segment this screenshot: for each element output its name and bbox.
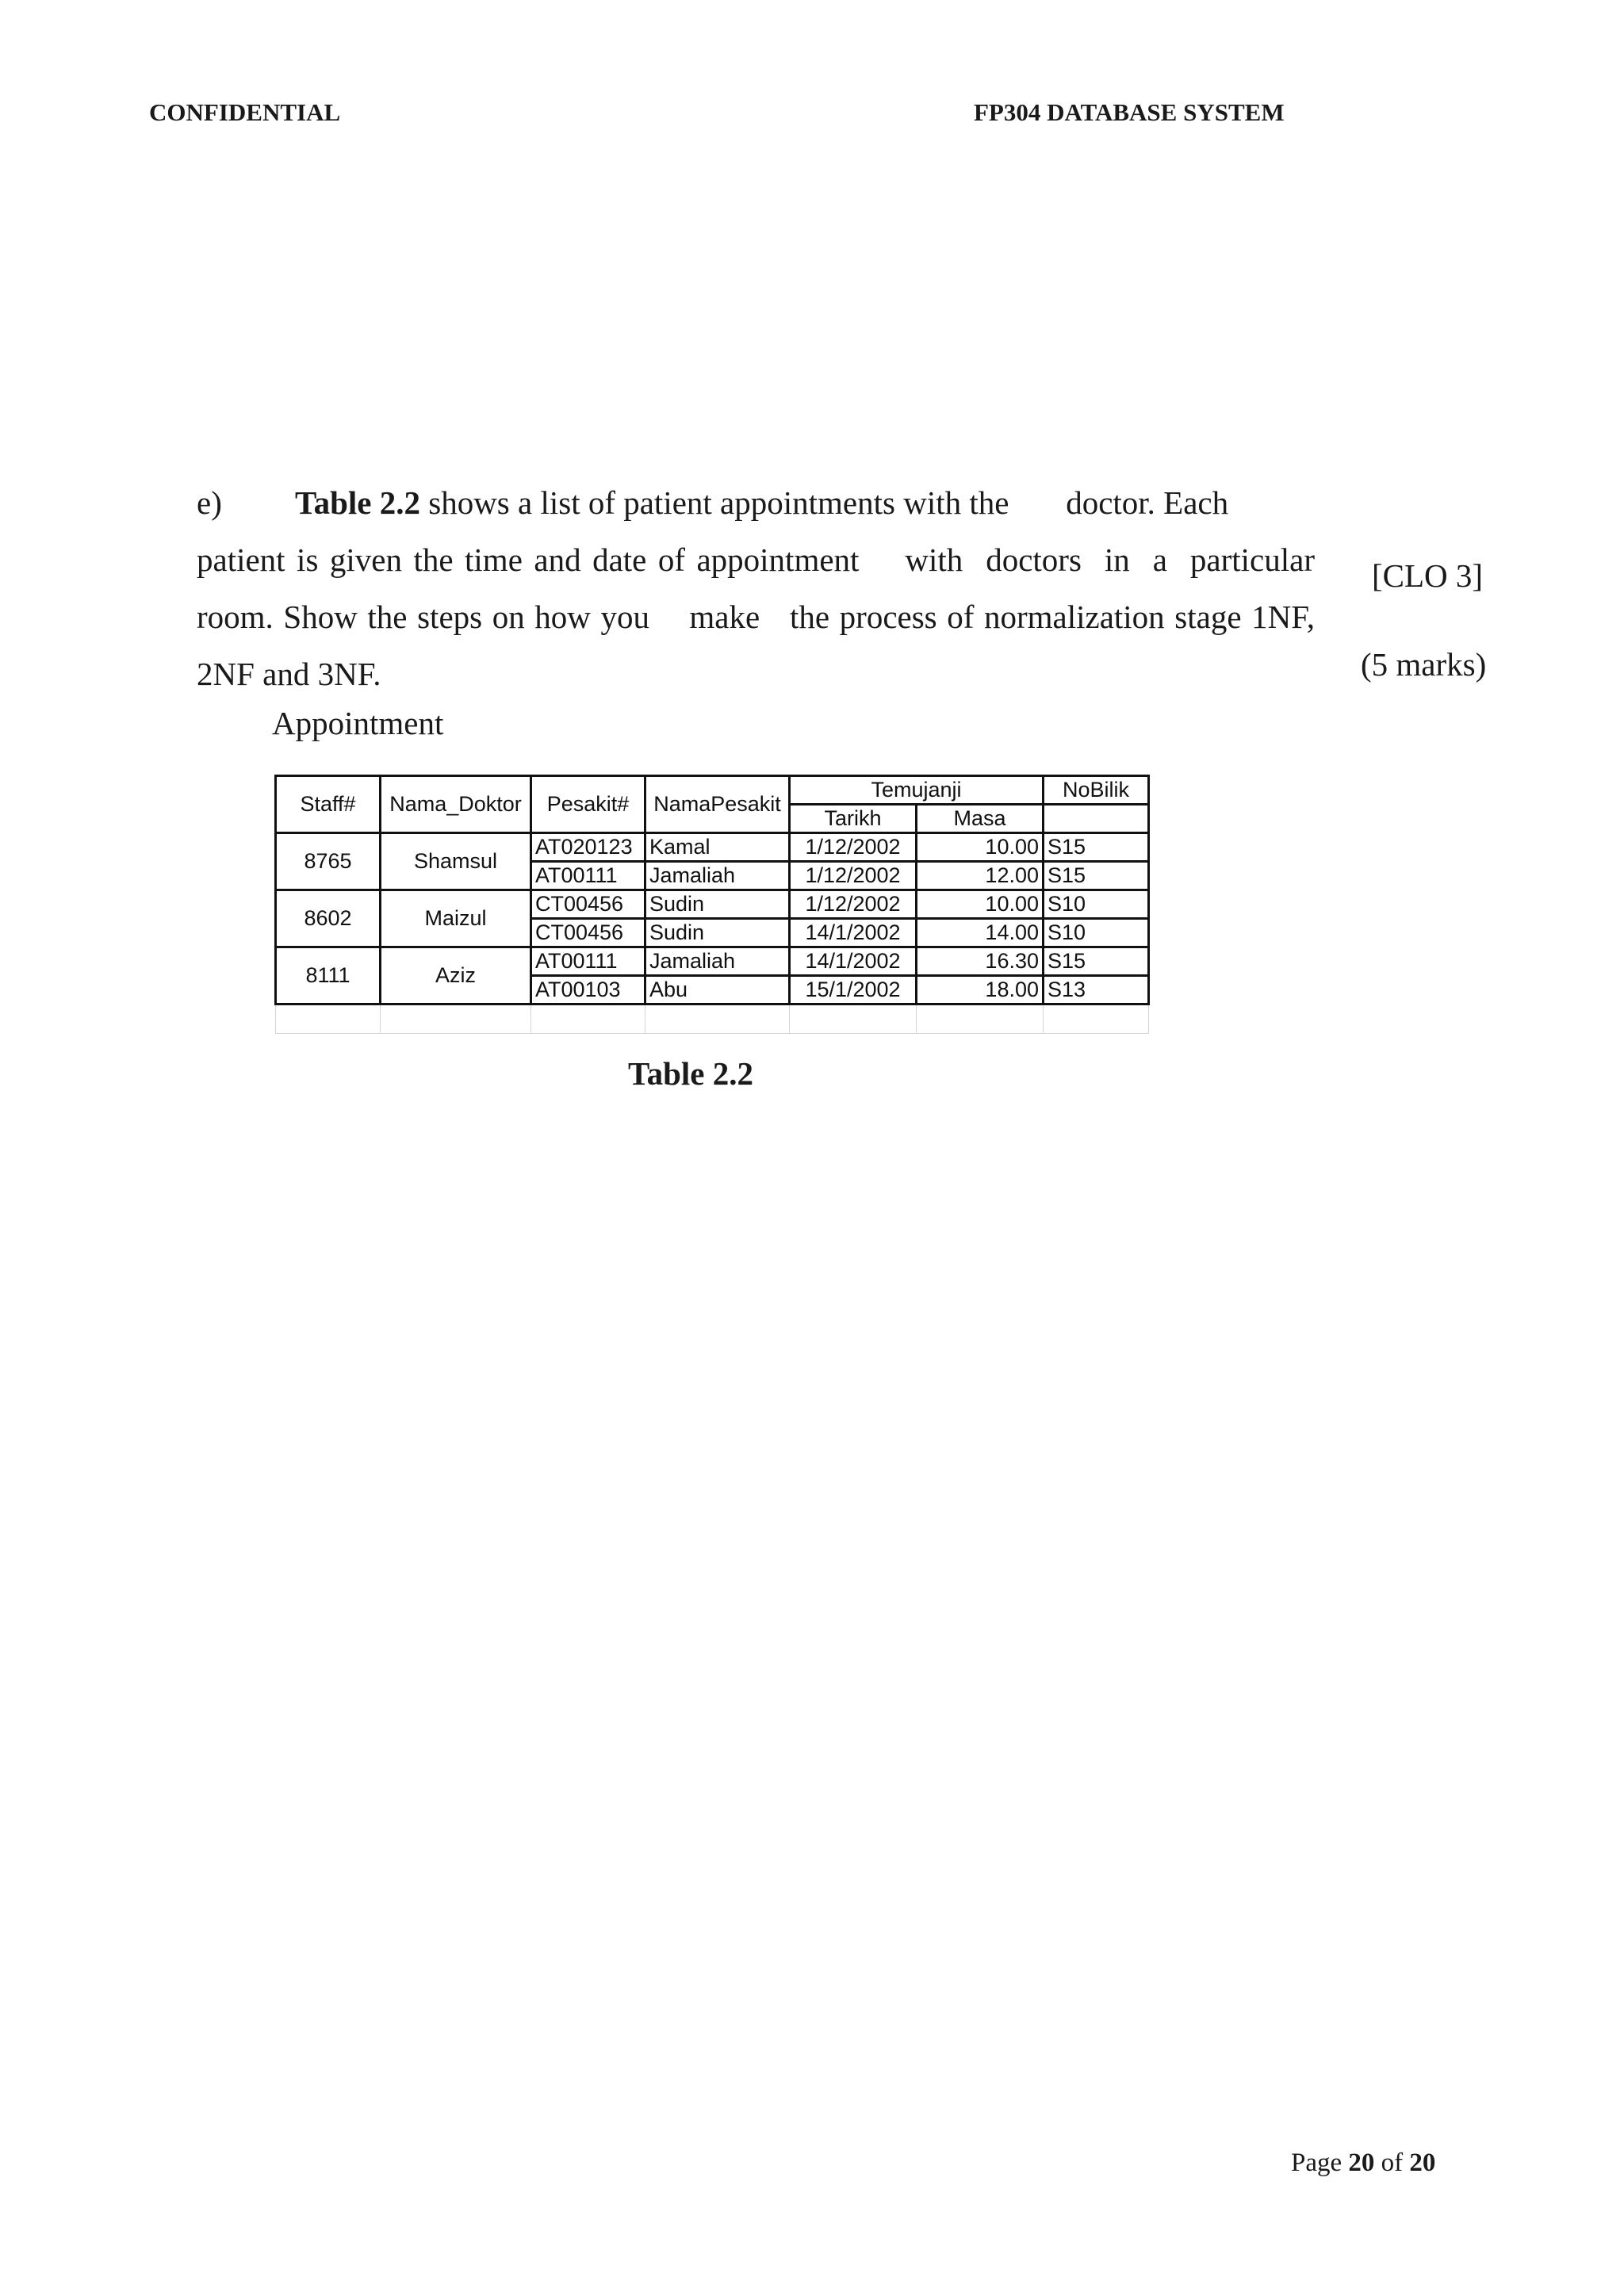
question-line-1-text: shows a list of patient appointments with the doctor. Each (419, 484, 1229, 521)
question-label: e) (197, 484, 222, 521)
header-confidential: CONFIDENTIAL (149, 98, 341, 126)
page-footer (1291, 2149, 1435, 2178)
patient-name-cell: Abu (645, 976, 790, 1004)
clo-tag: [CLO 3] (1372, 557, 1484, 594)
header-date: Tarikh (790, 805, 917, 833)
question-line-1 (295, 474, 1228, 531)
room-cell: S15 (1044, 862, 1149, 890)
current-page: 20 (1348, 2149, 1375, 2177)
header-staff: Staff# (276, 776, 381, 833)
time-cell: 12.00 (917, 862, 1044, 890)
patient-name-cell: Jamaliah (645, 947, 790, 976)
marks-label: (5 marks) (1361, 646, 1487, 683)
patient-name-cell: Sudin (645, 890, 790, 919)
empty-grid-row (276, 1004, 1149, 1034)
appointment-table (274, 775, 1150, 1034)
date-cell: 1/12/2002 (790, 890, 917, 919)
header-appointment-group: Temujanji (790, 776, 1044, 805)
header-time: Masa (917, 805, 1044, 833)
question-line-4: 2NF and 3NF. (197, 656, 381, 692)
time-cell: 16.30 (917, 947, 1044, 976)
time-cell: 10.00 (917, 890, 1044, 919)
time-cell: 10.00 (917, 833, 1044, 862)
header-doctor-name: Nama_Doktor (381, 776, 531, 833)
patient-name-cell: Sudin (645, 919, 790, 947)
date-cell: 14/1/2002 (790, 947, 917, 976)
table-row (276, 890, 1149, 919)
table-row (276, 947, 1149, 976)
header-course-title: FP304 DATABASE SYSTEM (974, 98, 1285, 126)
room-cell: S10 (1044, 919, 1149, 947)
total-pages: 20 (1409, 2149, 1436, 2177)
footer-prefix: Page (1291, 2149, 1349, 2177)
staff-cell: 8602 (276, 890, 381, 947)
room-cell: S15 (1044, 947, 1149, 976)
table-row (276, 833, 1149, 862)
time-cell: 14.00 (917, 919, 1044, 947)
doctor-name-cell: Aziz (381, 947, 531, 1004)
header-room: NoBilik (1044, 776, 1149, 805)
header-room-blank (1044, 805, 1149, 833)
header-patient-name: NamaPesakit (645, 776, 790, 833)
header-patient-id: Pesakit# (531, 776, 645, 833)
patient-name-cell: Jamaliah (645, 862, 790, 890)
date-cell: 14/1/2002 (790, 919, 917, 947)
doctor-name-cell: Shamsul (381, 833, 531, 890)
patient-id-cell: CT00456 (531, 890, 645, 919)
patient-id-cell: AT00111 (531, 862, 645, 890)
patient-id-cell: CT00456 (531, 919, 645, 947)
doctor-name-cell: Maizul (381, 890, 531, 947)
patient-id-cell: AT00103 (531, 976, 645, 1004)
table-reference: Table 2.2 (295, 484, 420, 521)
question-line-2: patient is given the time and date of appointment with doctors in a particular (197, 541, 1315, 578)
table-header-row (276, 776, 1149, 805)
room-cell: S10 (1044, 890, 1149, 919)
room-cell: S13 (1044, 976, 1149, 1004)
date-cell: 15/1/2002 (790, 976, 917, 1004)
staff-cell: 8111 (276, 947, 381, 1004)
time-cell: 18.00 (917, 976, 1044, 1004)
patient-id-cell: AT020123 (531, 833, 645, 862)
question-line-3: room. Show the steps on how you make the process of normalization stage 1NF, (197, 599, 1315, 635)
question-body (197, 531, 1315, 702)
patient-name-cell: Kamal (645, 833, 790, 862)
staff-cell: 8765 (276, 833, 381, 890)
date-cell: 1/12/2002 (790, 833, 917, 862)
room-cell: S15 (1044, 833, 1149, 862)
footer-mid: of (1374, 2149, 1410, 2177)
table-name: Appointment (272, 705, 444, 741)
table-caption: Table 2.2 (628, 1055, 753, 1092)
patient-id-cell: AT00111 (531, 947, 645, 976)
date-cell: 1/12/2002 (790, 862, 917, 890)
